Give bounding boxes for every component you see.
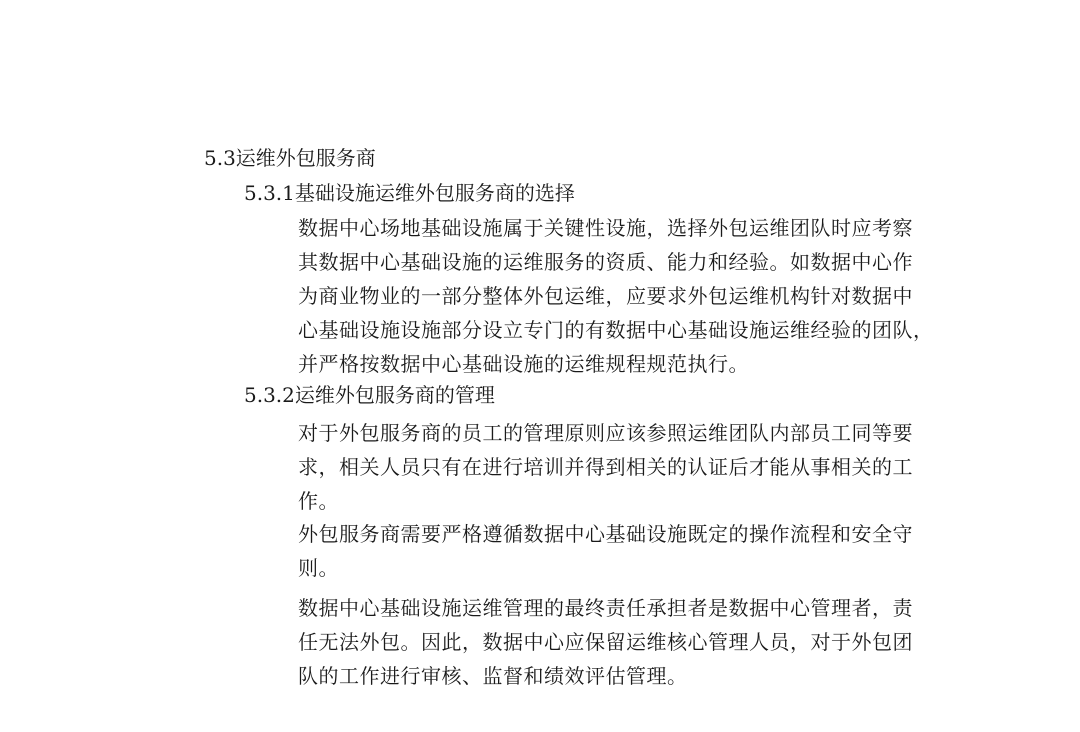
text-line: 作。 [298,489,339,513]
text-line: 数据中心场地基础设施属于关键性设施，选择外包运维团队时应考察 [298,216,913,240]
text-line: 其数据中心基础设施的运维服务的资质、能力和经验。如数据中心作 [298,250,913,274]
section-heading: 5.3运维外包服务商 [204,146,376,170]
text-line: 并严格按数据中心基础设施的运维规程规范执行。 [298,352,749,376]
text-line: 则。 [298,556,339,580]
text-line: 为商业物业的一部分整体外包运维，应要求外包运维机构针对数据中 [298,284,913,308]
paragraph-staff-management [298,416,938,518]
text-line: 心基础设施设施部分设立专门的有数据中心基础设施运维经验的团队， [298,318,934,342]
subsection-heading-5-3-2: 5.3.2运维外包服务商的管理 [244,383,495,407]
subsection-heading-5-3-1: 5.3.1基础设施运维外包服务商的选择 [244,181,575,205]
text-line: 任无法外包。因此，数据中心应保留运维核心管理人员，对于外包团 [298,630,913,654]
text-line: 求，相关人员只有在进行培训并得到相关的认证后才能从事相关的工 [298,455,913,479]
text-line: 外包服务商需要严格遵循数据中心基础设施既定的操作流程和安全守 [298,522,913,546]
paragraph-outsourcing-selection [298,211,938,381]
paragraph-final-responsibility [298,591,938,693]
text-line: 数据中心基础设施运维管理的最终责任承担者是数据中心管理者，责 [298,596,913,620]
text-line: 对于外包服务商的员工的管理原则应该参照运维团队内部员工同等要 [298,421,913,445]
paragraph-operating-procedures [298,517,938,585]
text-line: 队的工作进行审核、监督和绩效评估管理。 [298,664,688,688]
